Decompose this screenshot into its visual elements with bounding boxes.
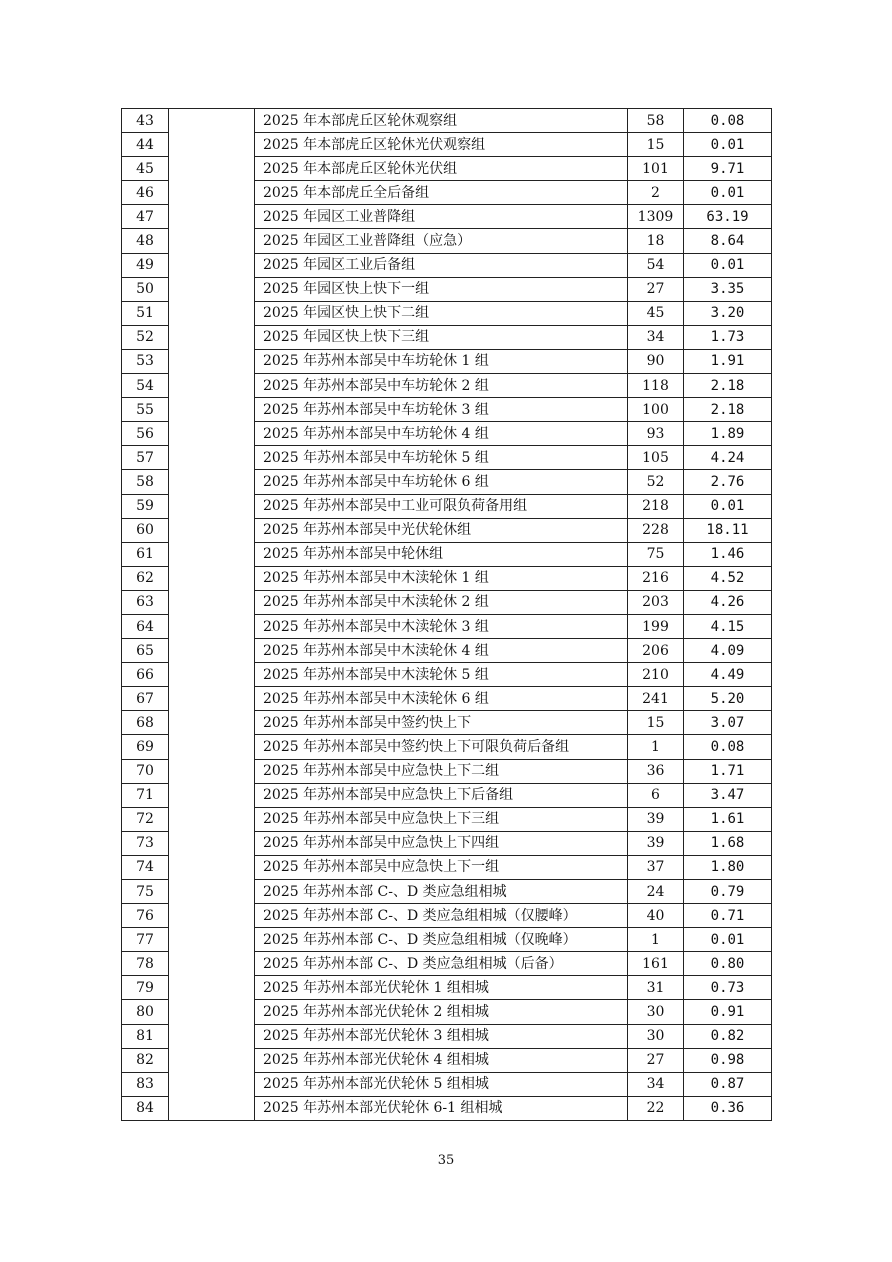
row-index: 69 (122, 735, 169, 759)
load-value-cell: 0.98 (684, 1048, 772, 1072)
user-count-cell: 228 (628, 518, 684, 542)
user-count-cell: 203 (628, 590, 684, 614)
user-count-cell: 30 (628, 1000, 684, 1024)
group-name-cell: 2025 年苏州本部吴中木渎轮休 2 组 (255, 590, 628, 614)
load-value-cell: 1.89 (684, 422, 772, 446)
load-value-cell: 0.01 (684, 494, 772, 518)
group-name-cell: 2025 年园区工业普降组（应急） (255, 229, 628, 253)
load-value-cell: 8.64 (684, 229, 772, 253)
load-value-cell: 1.91 (684, 349, 772, 373)
user-count-cell: 1309 (628, 205, 684, 229)
user-count-cell: 1 (628, 735, 684, 759)
load-value-cell: 0.71 (684, 904, 772, 928)
row-index: 72 (122, 807, 169, 831)
load-value-cell: 0.08 (684, 735, 772, 759)
row-index: 77 (122, 928, 169, 952)
group-name-cell: 2025 年苏州本部吴中签约快上下 (255, 711, 628, 735)
row-index: 44 (122, 133, 169, 157)
load-value-cell: 4.26 (684, 590, 772, 614)
group-name-cell: 2025 年本部虎丘全后备组 (255, 181, 628, 205)
user-count-cell: 93 (628, 422, 684, 446)
row-index: 80 (122, 1000, 169, 1024)
user-count-cell: 27 (628, 277, 684, 301)
group-name-cell: 2025 年苏州本部光伏轮休 1 组相城 (255, 976, 628, 1000)
data-table (121, 108, 772, 1121)
row-index: 55 (122, 398, 169, 422)
user-count-cell: 24 (628, 880, 684, 904)
group-name-cell: 2025 年园区工业后备组 (255, 253, 628, 277)
row-index: 47 (122, 205, 169, 229)
user-count-cell: 30 (628, 1024, 684, 1048)
group-name-cell: 2025 年苏州本部吴中应急快上下四组 (255, 831, 628, 855)
group-name-cell: 2025 年本部虎丘区轮休光伏观察组 (255, 133, 628, 157)
row-index: 64 (122, 614, 169, 638)
user-count-cell: 90 (628, 349, 684, 373)
load-value-cell: 3.20 (684, 301, 772, 325)
row-index: 81 (122, 1024, 169, 1048)
row-index: 52 (122, 325, 169, 349)
load-value-cell: 4.09 (684, 639, 772, 663)
group-name-cell: 2025 年园区工业普降组 (255, 205, 628, 229)
load-value-cell: 18.11 (684, 518, 772, 542)
group-name-cell: 2025 年苏州本部吴中签约快上下可限负荷后备组 (255, 735, 628, 759)
user-count-cell: 2 (628, 181, 684, 205)
group-name-cell: 2025 年苏州本部吴中木渎轮休 4 组 (255, 639, 628, 663)
load-value-cell: 1.73 (684, 325, 772, 349)
table-body (122, 109, 772, 1121)
user-count-cell: 34 (628, 325, 684, 349)
group-name-cell: 2025 年苏州本部吴中应急快上下后备组 (255, 783, 628, 807)
load-value-cell: 3.35 (684, 277, 772, 301)
user-count-cell: 39 (628, 831, 684, 855)
load-value-cell: 0.01 (684, 928, 772, 952)
user-count-cell: 118 (628, 374, 684, 398)
row-index: 54 (122, 374, 169, 398)
row-index: 65 (122, 639, 169, 663)
user-count-cell: 218 (628, 494, 684, 518)
group-name-cell: 2025 年苏州本部吴中车坊轮休 4 组 (255, 422, 628, 446)
load-value-cell: 3.07 (684, 711, 772, 735)
group-name-cell: 2025 年苏州本部吴中车坊轮休 3 组 (255, 398, 628, 422)
load-value-cell: 0.36 (684, 1096, 772, 1120)
load-value-cell: 2.18 (684, 374, 772, 398)
user-count-cell: 37 (628, 855, 684, 879)
user-count-cell: 18 (628, 229, 684, 253)
load-value-cell: 0.82 (684, 1024, 772, 1048)
load-value-cell: 0.73 (684, 976, 772, 1000)
user-count-cell: 199 (628, 614, 684, 638)
group-name-cell: 2025 年苏州本部光伏轮休 6-1 组相城 (255, 1096, 628, 1120)
load-value-cell: 0.91 (684, 1000, 772, 1024)
row-index: 48 (122, 229, 169, 253)
row-index: 84 (122, 1096, 169, 1120)
load-value-cell: 9.71 (684, 157, 772, 181)
row-index: 61 (122, 542, 169, 566)
user-count-cell: 15 (628, 133, 684, 157)
page-number: 35 (437, 1153, 455, 1168)
merged-category-cell (169, 109, 255, 1121)
group-name-cell: 2025 年本部虎丘区轮休光伏组 (255, 157, 628, 181)
row-index: 45 (122, 157, 169, 181)
load-value-cell: 4.52 (684, 566, 772, 590)
group-name-cell: 2025 年园区快上快下二组 (255, 301, 628, 325)
group-name-cell: 2025 年园区快上快下一组 (255, 277, 628, 301)
group-name-cell: 2025 年苏州本部吴中车坊轮休 1 组 (255, 349, 628, 373)
load-value-cell: 0.01 (684, 181, 772, 205)
group-name-cell: 2025 年苏州本部光伏轮休 3 组相城 (255, 1024, 628, 1048)
group-name-cell: 2025 年苏州本部 C-、D 类应急组相城 (255, 880, 628, 904)
row-index: 82 (122, 1048, 169, 1072)
load-value-cell: 0.87 (684, 1072, 772, 1096)
group-name-cell: 2025 年苏州本部 C-、D 类应急组相城（后备） (255, 952, 628, 976)
user-count-cell: 34 (628, 1072, 684, 1096)
load-value-cell: 4.24 (684, 446, 772, 470)
row-index: 71 (122, 783, 169, 807)
user-count-cell: 40 (628, 904, 684, 928)
user-count-cell: 241 (628, 687, 684, 711)
user-count-cell: 31 (628, 976, 684, 1000)
user-count-cell: 100 (628, 398, 684, 422)
group-name-cell: 2025 年本部虎丘区轮休观察组 (255, 109, 628, 133)
user-count-cell: 210 (628, 663, 684, 687)
group-name-cell: 2025 年苏州本部吴中光伏轮休组 (255, 518, 628, 542)
row-index: 76 (122, 904, 169, 928)
row-index: 83 (122, 1072, 169, 1096)
load-value-cell: 0.01 (684, 133, 772, 157)
user-count-cell: 15 (628, 711, 684, 735)
group-name-cell: 2025 年苏州本部吴中车坊轮休 6 组 (255, 470, 628, 494)
load-value-cell: 1.80 (684, 855, 772, 879)
row-index: 49 (122, 253, 169, 277)
table-row (122, 109, 772, 133)
user-count-cell: 58 (628, 109, 684, 133)
row-index: 58 (122, 470, 169, 494)
user-count-cell: 22 (628, 1096, 684, 1120)
row-index: 68 (122, 711, 169, 735)
group-name-cell: 2025 年苏州本部吴中木渎轮休 1 组 (255, 566, 628, 590)
user-count-cell: 161 (628, 952, 684, 976)
group-name-cell: 2025 年园区快上快下三组 (255, 325, 628, 349)
row-index: 53 (122, 349, 169, 373)
row-index: 57 (122, 446, 169, 470)
load-value-cell: 4.15 (684, 614, 772, 638)
user-count-cell: 6 (628, 783, 684, 807)
group-name-cell: 2025 年苏州本部光伏轮休 2 组相城 (255, 1000, 628, 1024)
group-name-cell: 2025 年苏州本部光伏轮休 4 组相城 (255, 1048, 628, 1072)
load-value-cell: 0.08 (684, 109, 772, 133)
group-name-cell: 2025 年苏州本部吴中木渎轮休 3 组 (255, 614, 628, 638)
load-value-cell: 2.18 (684, 398, 772, 422)
load-value-cell: 5.20 (684, 687, 772, 711)
user-count-cell: 105 (628, 446, 684, 470)
load-value-cell: 0.80 (684, 952, 772, 976)
row-index: 67 (122, 687, 169, 711)
row-index: 63 (122, 590, 169, 614)
load-value-cell: 1.46 (684, 542, 772, 566)
group-name-cell: 2025 年苏州本部 C-、D 类应急组相城（仅腰峰） (255, 904, 628, 928)
group-name-cell: 2025 年苏州本部吴中应急快上下二组 (255, 759, 628, 783)
user-count-cell: 216 (628, 566, 684, 590)
user-count-cell: 206 (628, 639, 684, 663)
row-index: 78 (122, 952, 169, 976)
user-count-cell: 39 (628, 807, 684, 831)
load-value-cell: 2.76 (684, 470, 772, 494)
load-value-cell: 4.49 (684, 663, 772, 687)
user-count-cell: 52 (628, 470, 684, 494)
row-index: 46 (122, 181, 169, 205)
row-index: 79 (122, 976, 169, 1000)
load-value-cell: 0.79 (684, 880, 772, 904)
load-value-cell: 1.61 (684, 807, 772, 831)
user-count-cell: 54 (628, 253, 684, 277)
user-count-cell: 101 (628, 157, 684, 181)
group-name-cell: 2025 年苏州本部吴中轮休组 (255, 542, 628, 566)
row-index: 66 (122, 663, 169, 687)
group-name-cell: 2025 年苏州本部吴中应急快上下一组 (255, 855, 628, 879)
row-index: 74 (122, 855, 169, 879)
load-value-cell: 1.68 (684, 831, 772, 855)
load-value-cell: 3.47 (684, 783, 772, 807)
user-count-cell: 45 (628, 301, 684, 325)
user-count-cell: 75 (628, 542, 684, 566)
group-name-cell: 2025 年苏州本部光伏轮休 5 组相城 (255, 1072, 628, 1096)
load-value-cell: 1.71 (684, 759, 772, 783)
user-count-cell: 27 (628, 1048, 684, 1072)
row-index: 73 (122, 831, 169, 855)
row-index: 62 (122, 566, 169, 590)
group-name-cell: 2025 年苏州本部吴中车坊轮休 2 组 (255, 374, 628, 398)
row-index: 59 (122, 494, 169, 518)
row-index: 50 (122, 277, 169, 301)
load-value-cell: 63.19 (684, 205, 772, 229)
group-name-cell: 2025 年苏州本部吴中车坊轮休 5 组 (255, 446, 628, 470)
row-index: 43 (122, 109, 169, 133)
group-name-cell: 2025 年苏州本部吴中木渎轮休 5 组 (255, 663, 628, 687)
user-count-cell: 1 (628, 928, 684, 952)
row-index: 60 (122, 518, 169, 542)
group-name-cell: 2025 年苏州本部吴中应急快上下三组 (255, 807, 628, 831)
load-value-cell: 0.01 (684, 253, 772, 277)
row-index: 56 (122, 422, 169, 446)
row-index: 70 (122, 759, 169, 783)
group-name-cell: 2025 年苏州本部吴中木渎轮休 6 组 (255, 687, 628, 711)
user-count-cell: 36 (628, 759, 684, 783)
row-index: 75 (122, 880, 169, 904)
row-index: 51 (122, 301, 169, 325)
group-name-cell: 2025 年苏州本部 C-、D 类应急组相城（仅晚峰） (255, 928, 628, 952)
group-name-cell: 2025 年苏州本部吴中工业可限负荷备用组 (255, 494, 628, 518)
